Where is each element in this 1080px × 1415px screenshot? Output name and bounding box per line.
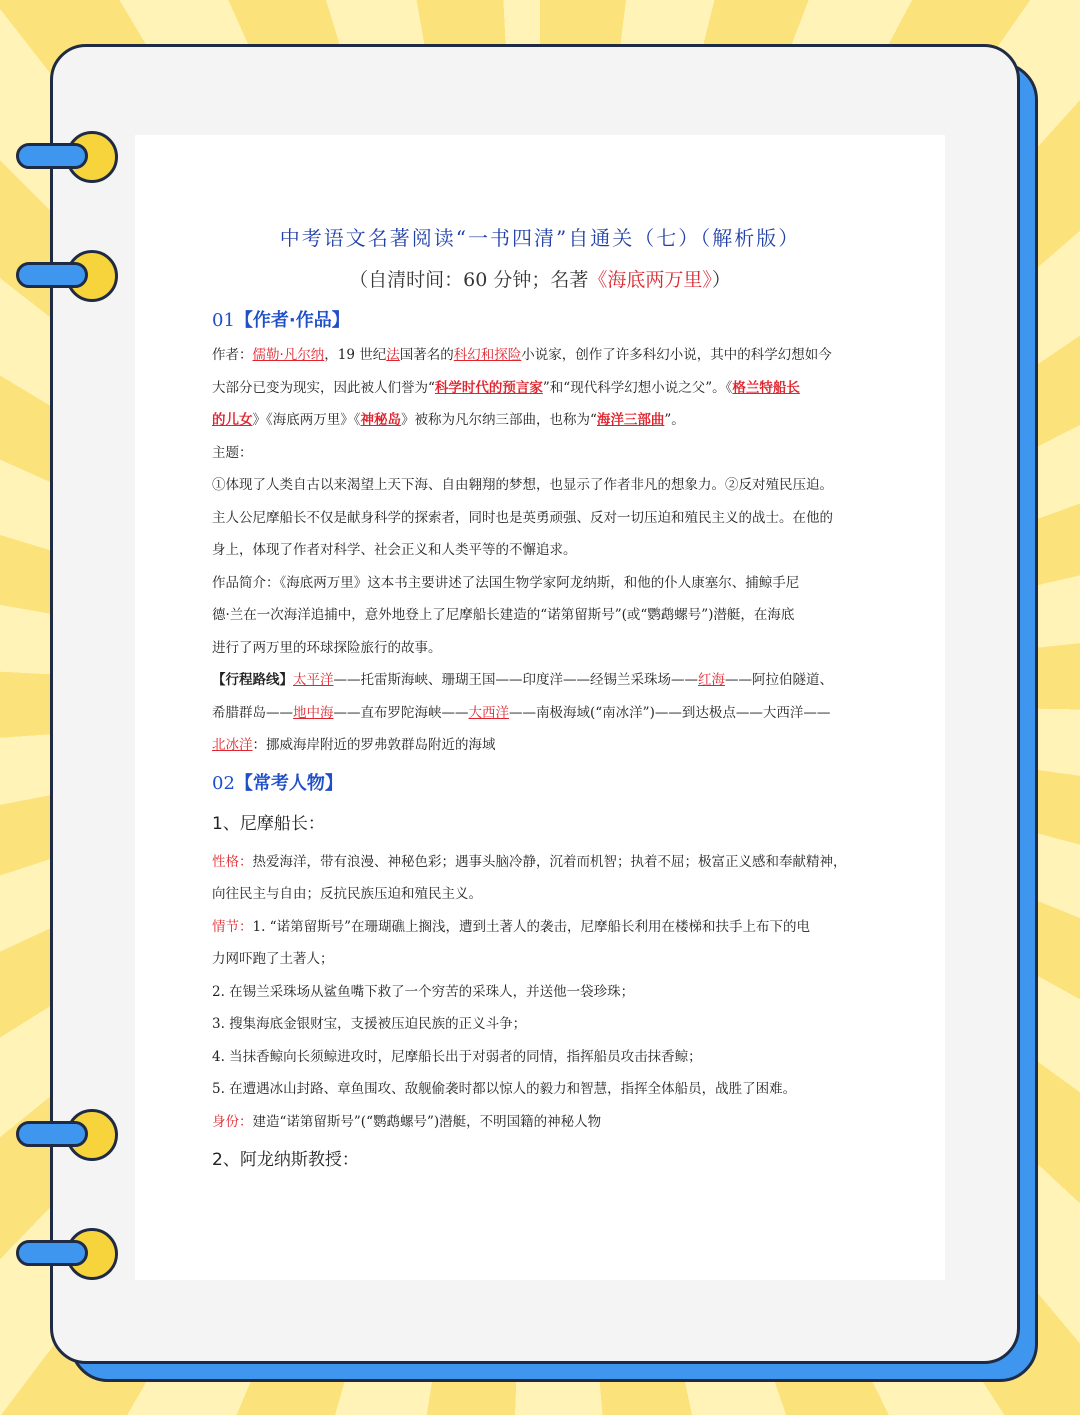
binder-ring-icon (16, 1228, 108, 1278)
plot-line: 3. 搜集海底金银财宝，支援被压迫民族的正义斗争； (212, 1016, 527, 1032)
route-line: 北冰洋：挪威海岸附近的罗弗敦群岛附近的海域 (212, 737, 496, 753)
intro-line: 进行了两万里的环球探险旅行的故事。 (212, 639, 442, 656)
trait-line: 性格：热爱海洋，带有浪漫、神秘色彩；遇事头脑冷静，沉着而机智；执着不屈；极富正义感和奉献精神， (212, 853, 847, 870)
page-subtitle: （自清时间：60 分钟；名著《海底两万里》） (349, 269, 731, 291)
intro-line: 德·兰在一次海洋追捕中，意外地登上了尼摩船长建造的“诺第留斯号”(或“鹦鹉螺号”)潜艇，在海底 (212, 607, 795, 623)
plot-line: 2. 在锡兰采珠场从鲨鱼嘴下救了一个穷苦的采珠人，并送他一袋珍珠； (212, 983, 635, 1000)
trait-line: 向往民主与自由；反抗民族压迫和殖民主义。 (212, 886, 482, 902)
theme-line: ①体现了人类自古以来渴望上天下海、自由翱翔的梦想，也显示了作者非凡的想象力。②反对殖民压迫。 (212, 477, 833, 493)
theme-line: 身上，体现了作者对科学、社会正义和人类平等的不懈追求。 (212, 542, 577, 558)
route-line: 希腊群岛——地中海——直布罗陀海峡——大西洋——南极海域(“南冰洋”)——到达极点——大西洋—— (212, 704, 831, 721)
author-line: 的儿女》《海底两万里》《神秘岛》被称为凡尔纳三部曲，也称为“海洋三部曲”。 (212, 412, 685, 428)
character-heading: 1、尼摩船长： (212, 813, 325, 834)
character-heading: 2、阿龙纳斯教授： (212, 1150, 359, 1170)
route-line: 【行程路线】太平洋——托雷斯海峡、珊瑚王国——印度洋——经锡兰采珠场——红海——阿拉伯隧道、 (212, 672, 833, 688)
plot-line: 4. 当抹香鲸向长须鲸进攻时，尼摩船长出于对弱者的同情，指挥船员攻击抹香鲸； (212, 1048, 702, 1065)
binder-ring-icon (16, 131, 108, 181)
theme-label: 主题： (212, 444, 253, 461)
intro-line: 作品简介：《海底两万里》这本书主要讲述了法国生物学家阿龙纳斯，和他的仆人康塞尔、捕鲸手尼 (212, 574, 800, 591)
binder-ring-icon (16, 1109, 108, 1159)
author-line: 作者：儒勒·凡尔纳，19 世纪法国著名的科幻和探险小说家，创作了许多科幻小说，其中的科学幻想如今 (212, 347, 832, 363)
plot-line: 5. 在遭遇冰山封路、章鱼围攻、敌舰偷袭时都以惊人的毅力和智慧，指挥全体船员，战胜了困难。 (212, 1081, 797, 1097)
page-title: 中考语文名著阅读“一书四清”自通关（七）（解析版） (279, 226, 801, 250)
book-title: 《海底两万里》 (588, 269, 712, 291)
theme-line: 主人公尼摩船长不仅是献身科学的探索者，同时也是英勇顽强、反对一切压迫和殖民主义的战士。在他的 (212, 509, 833, 526)
section-heading-characters: 02【常考人物】 (212, 772, 343, 794)
plot-line: 情节：1. “诺第留斯号”在珊瑚礁上搁浅，遭到土著人的袭击，尼摩船长利用在楼梯和扶手上布下的电 (212, 918, 810, 935)
document-body (212, 303, 872, 1182)
identity-line: 身份：建造“诺第留斯号”(“鹦鹉螺号”)潜艇，不明国籍的神秘人物 (212, 1113, 602, 1130)
author-line: 大部分已变为现实，因此被人们誉为“科学时代的预言家”和“现代科学幻想小说之父”。《格兰特船长 (212, 379, 800, 396)
section-heading-author: 01【作者·作品】 (212, 310, 350, 331)
plot-line: 力网吓跑了土著人； (212, 951, 334, 967)
